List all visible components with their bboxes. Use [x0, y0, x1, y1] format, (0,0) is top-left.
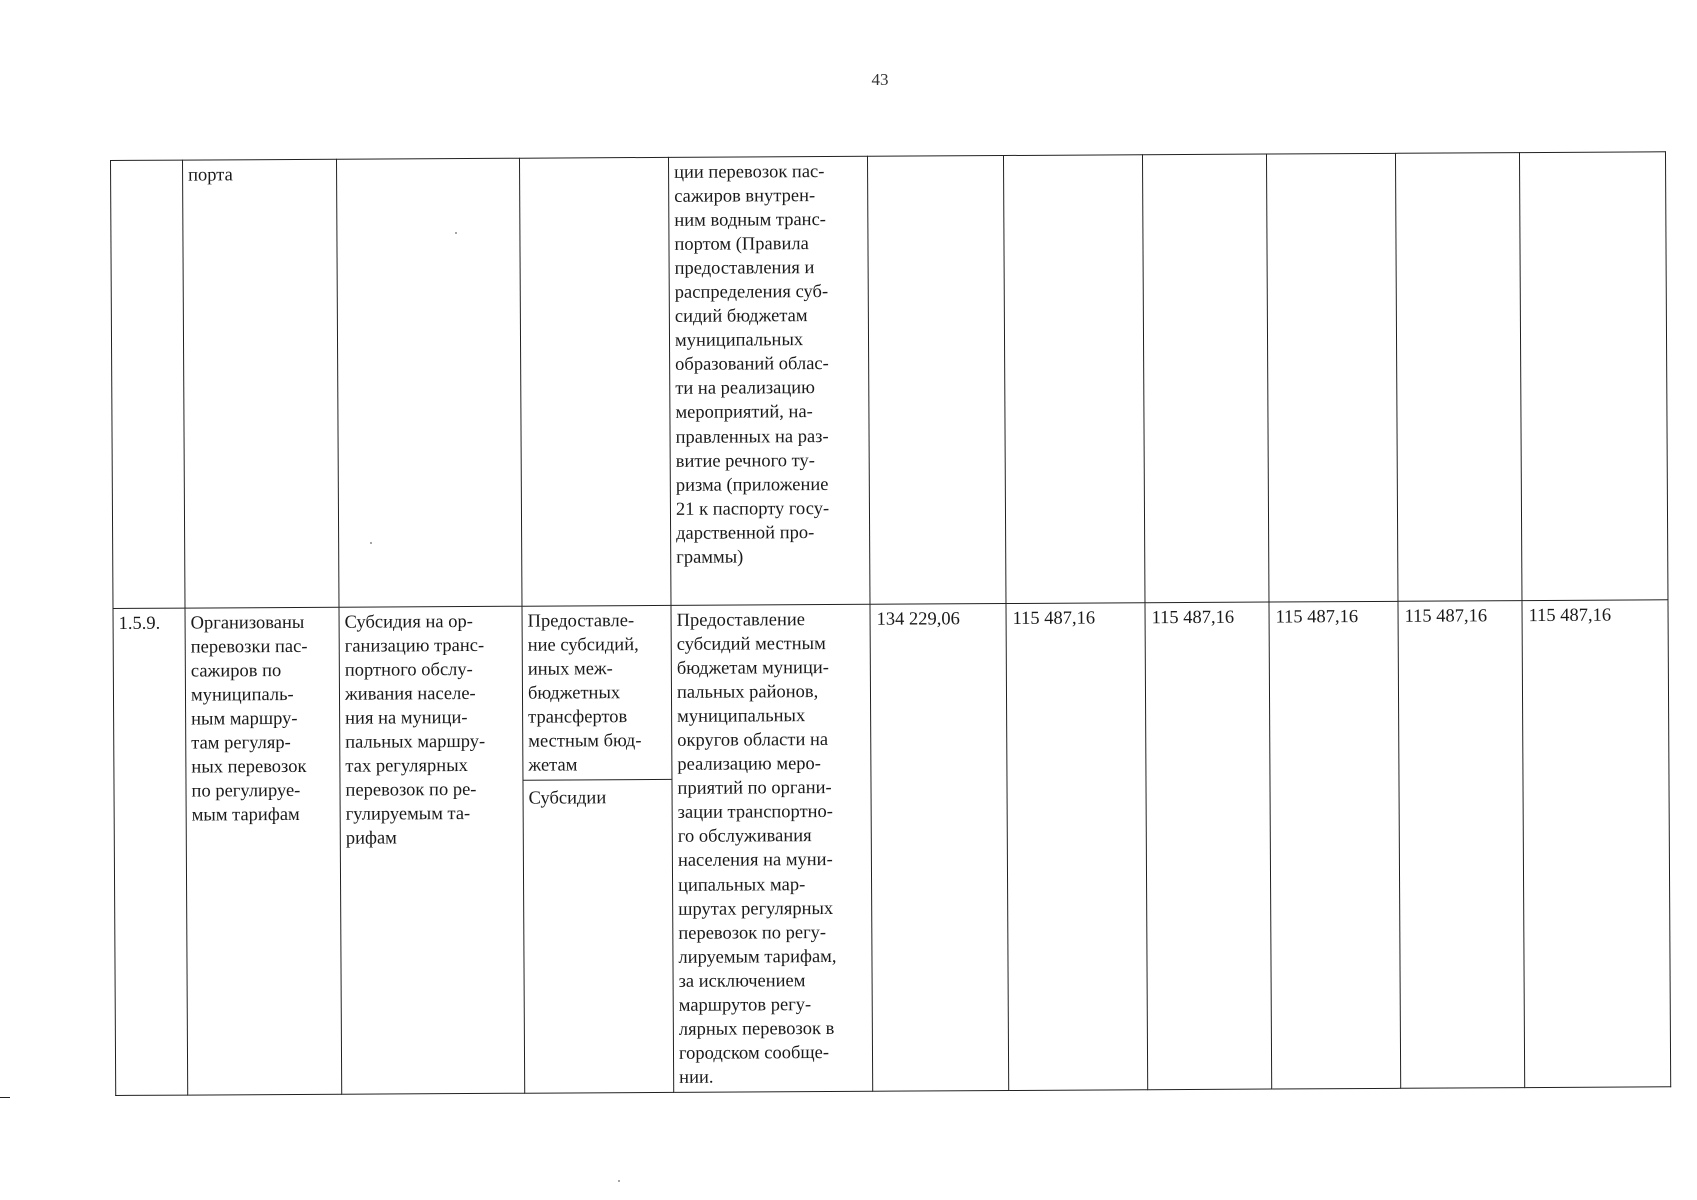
cell-value-5: 115 487,16 — [1398, 601, 1525, 1089]
table-row-continuation — [111, 152, 1668, 609]
cell-description: Предоставление субсидий местным бюджетам муници- пальных районов, муниципальных округов области на реализацию меро- приятий по органи- зации транспортно- го обслуживания населения на муни- ципальных мар- шрутах регулярных перевозок по регу- лируемым тарифам, за исключением маршрутов регу- лярных перевозок в городском сообще- нии. — [671, 604, 873, 1092]
cell-value-1 — [867, 156, 1006, 605]
cell-mechanism — [519, 157, 670, 606]
cell-value-1: 134 229,06 — [870, 604, 1009, 1092]
cell-number: 1.5.9. — [113, 608, 188, 1095]
table-row-1-5-9 — [113, 600, 1671, 1096]
cell-result: Организованы перевозки пас- сажиров по муниципаль- ным маршру- там регуляр- ных перевозок по регулируе- мым тарифам — [185, 607, 342, 1095]
data-table — [110, 151, 1671, 1096]
cell-value-2 — [1003, 155, 1144, 604]
scan-speck — [618, 1180, 620, 1182]
cell-subsidy: Субсидия на ор- ганизацию транс- портного обслу- живания населе- ния на муници- пальных маршру- тах регулярных перевозок по ре- гулируемым та- рифам — [339, 606, 525, 1094]
cell-value-5 — [1395, 153, 1522, 602]
mechanism-top: Предоставле- ние субсидий, иных меж- бюджетных трансфертов местным бюд- жетам — [523, 606, 672, 781]
mechanism-bottom: Субсидии — [528, 788, 607, 810]
cell-value-3 — [1142, 154, 1269, 603]
cell-value-3: 115 487,16 — [1145, 602, 1272, 1090]
cell-number — [111, 160, 186, 608]
page-number: 43 — [871, 70, 889, 89]
cell-description: ции перевозок пас- сажиров внутрен- ним водным транс- портом (Правила предоставления и распределения суб- сидий бюджетам муниципальных образований облас- ти на реализацию мероприятий, на- правленных на раз- витие речного ту- ризма (приложение 21 к паспорту госу- дарственной про- граммы) — [668, 156, 869, 605]
cell-mechanism — [522, 605, 674, 1093]
cell-value-2: 115 487,16 — [1006, 603, 1148, 1091]
cell-result: порта — [183, 159, 339, 608]
cell-value-4: 115 487,16 — [1269, 601, 1401, 1089]
cell-value-4 — [1266, 153, 1398, 602]
margin-mark — [0, 1097, 10, 1098]
cell-subsidy — [336, 158, 521, 607]
cell-value-6: 115 487,16 — [1522, 600, 1671, 1088]
cell-value-6 — [1519, 152, 1667, 601]
